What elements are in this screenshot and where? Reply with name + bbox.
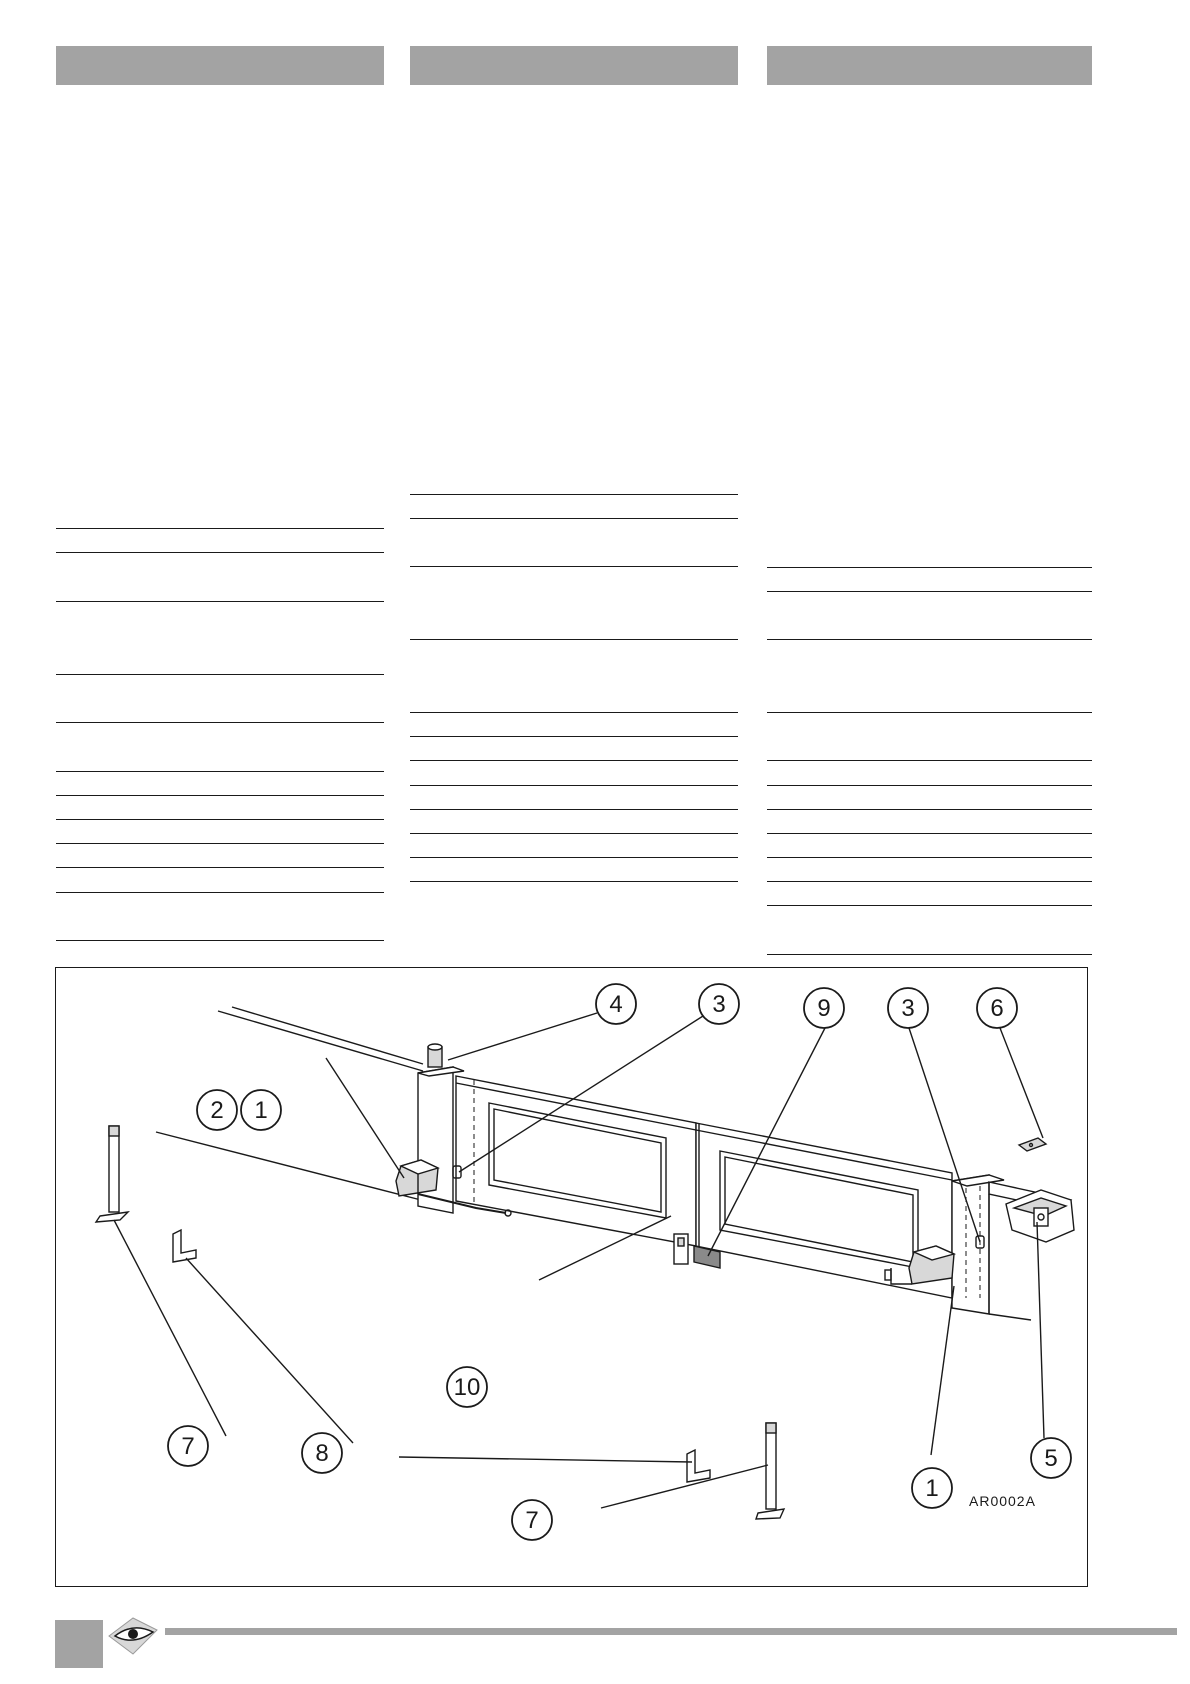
table-rule	[410, 712, 738, 713]
leader-line	[931, 1286, 954, 1455]
svg-text:7: 7	[525, 1507, 539, 1534]
callout-5	[1031, 1438, 1071, 1478]
leader-line	[1037, 1222, 1044, 1438]
table-rule	[410, 809, 738, 810]
leader-line	[186, 1258, 353, 1443]
svg-text:1: 1	[254, 1097, 268, 1124]
table-rule	[767, 905, 1092, 906]
callout-3-left	[699, 984, 739, 1024]
table-rule	[56, 867, 384, 868]
wall-bracket-front	[687, 1450, 710, 1482]
table-rule	[410, 566, 738, 567]
column-front	[756, 1423, 784, 1519]
callout-2	[197, 1090, 237, 1130]
table-rule	[56, 722, 384, 723]
table-rule	[767, 809, 1092, 810]
table-rule	[56, 528, 384, 529]
table-rule	[767, 760, 1092, 761]
table-rule	[767, 639, 1092, 640]
callout-4	[596, 984, 636, 1024]
table-rule	[56, 819, 384, 820]
table-rule	[767, 785, 1092, 786]
eye-logo-icon	[105, 1610, 161, 1662]
leader-line	[448, 1013, 597, 1060]
callout-9	[804, 988, 844, 1028]
leader-line	[326, 1058, 404, 1178]
column-header-2	[410, 46, 738, 85]
column-left	[96, 1126, 128, 1222]
flashing-light	[428, 1044, 442, 1067]
table-rule	[56, 843, 384, 844]
callout-3-right	[888, 988, 928, 1028]
table-rule	[410, 736, 738, 737]
column-header-1	[56, 46, 384, 85]
table-rule	[410, 785, 738, 786]
table-rule	[767, 954, 1092, 955]
leader-line	[399, 1457, 692, 1462]
callout-10	[447, 1367, 487, 1407]
svg-text:3: 3	[901, 995, 915, 1022]
transmitter	[1019, 1138, 1046, 1151]
callout-8	[302, 1433, 342, 1473]
leader-line	[1000, 1028, 1043, 1138]
table-rule	[56, 892, 384, 893]
table-rule	[767, 567, 1092, 568]
table-rule	[56, 601, 384, 602]
svg-text:7: 7	[181, 1433, 195, 1460]
table-rule	[767, 712, 1092, 713]
table-rule	[56, 674, 384, 675]
gate-leaf-left	[456, 1076, 696, 1246]
svg-text:1: 1	[925, 1475, 939, 1502]
table-rule	[767, 591, 1092, 592]
callout-1-left	[241, 1090, 281, 1130]
column-header-3	[767, 46, 1092, 85]
electric-lock	[674, 1234, 688, 1264]
figure-code: AR0002A	[969, 1493, 1036, 1509]
callout-7-front	[512, 1500, 552, 1540]
callout-6	[977, 988, 1017, 1028]
table-rule	[767, 857, 1092, 858]
table-rule	[410, 760, 738, 761]
fence-line	[218, 1011, 423, 1071]
svg-text:10: 10	[453, 1374, 481, 1401]
footer-bar	[165, 1628, 1177, 1635]
table-rule	[410, 857, 738, 858]
key-selector	[1006, 1190, 1074, 1242]
fence-line	[232, 1007, 423, 1064]
table-rule	[56, 552, 384, 553]
svg-text:8: 8	[315, 1440, 329, 1467]
gate-diagram	[56, 968, 1089, 1588]
svg-text:9: 9	[817, 995, 831, 1022]
wall-bracket-left	[173, 1230, 196, 1262]
table-rule	[56, 795, 384, 796]
svg-text:3: 3	[712, 991, 726, 1018]
callout-1-right	[912, 1468, 952, 1508]
installation-figure	[55, 967, 1088, 1587]
svg-text:6: 6	[990, 995, 1004, 1022]
leader-line	[601, 1465, 768, 1508]
table-rule	[410, 518, 738, 519]
table-rule	[410, 639, 738, 640]
table-rule	[767, 881, 1092, 882]
table-rule	[410, 881, 738, 882]
table-rule	[410, 494, 738, 495]
leader-line	[114, 1220, 226, 1436]
table-rule	[410, 833, 738, 834]
callout-7-left	[168, 1426, 208, 1466]
table-rule	[56, 771, 384, 772]
svg-text:4: 4	[609, 991, 623, 1018]
table-rule	[56, 940, 384, 941]
page-number-block	[55, 1620, 103, 1668]
svg-text:2: 2	[210, 1097, 224, 1124]
svg-text:5: 5	[1044, 1445, 1058, 1472]
table-rule	[767, 833, 1092, 834]
